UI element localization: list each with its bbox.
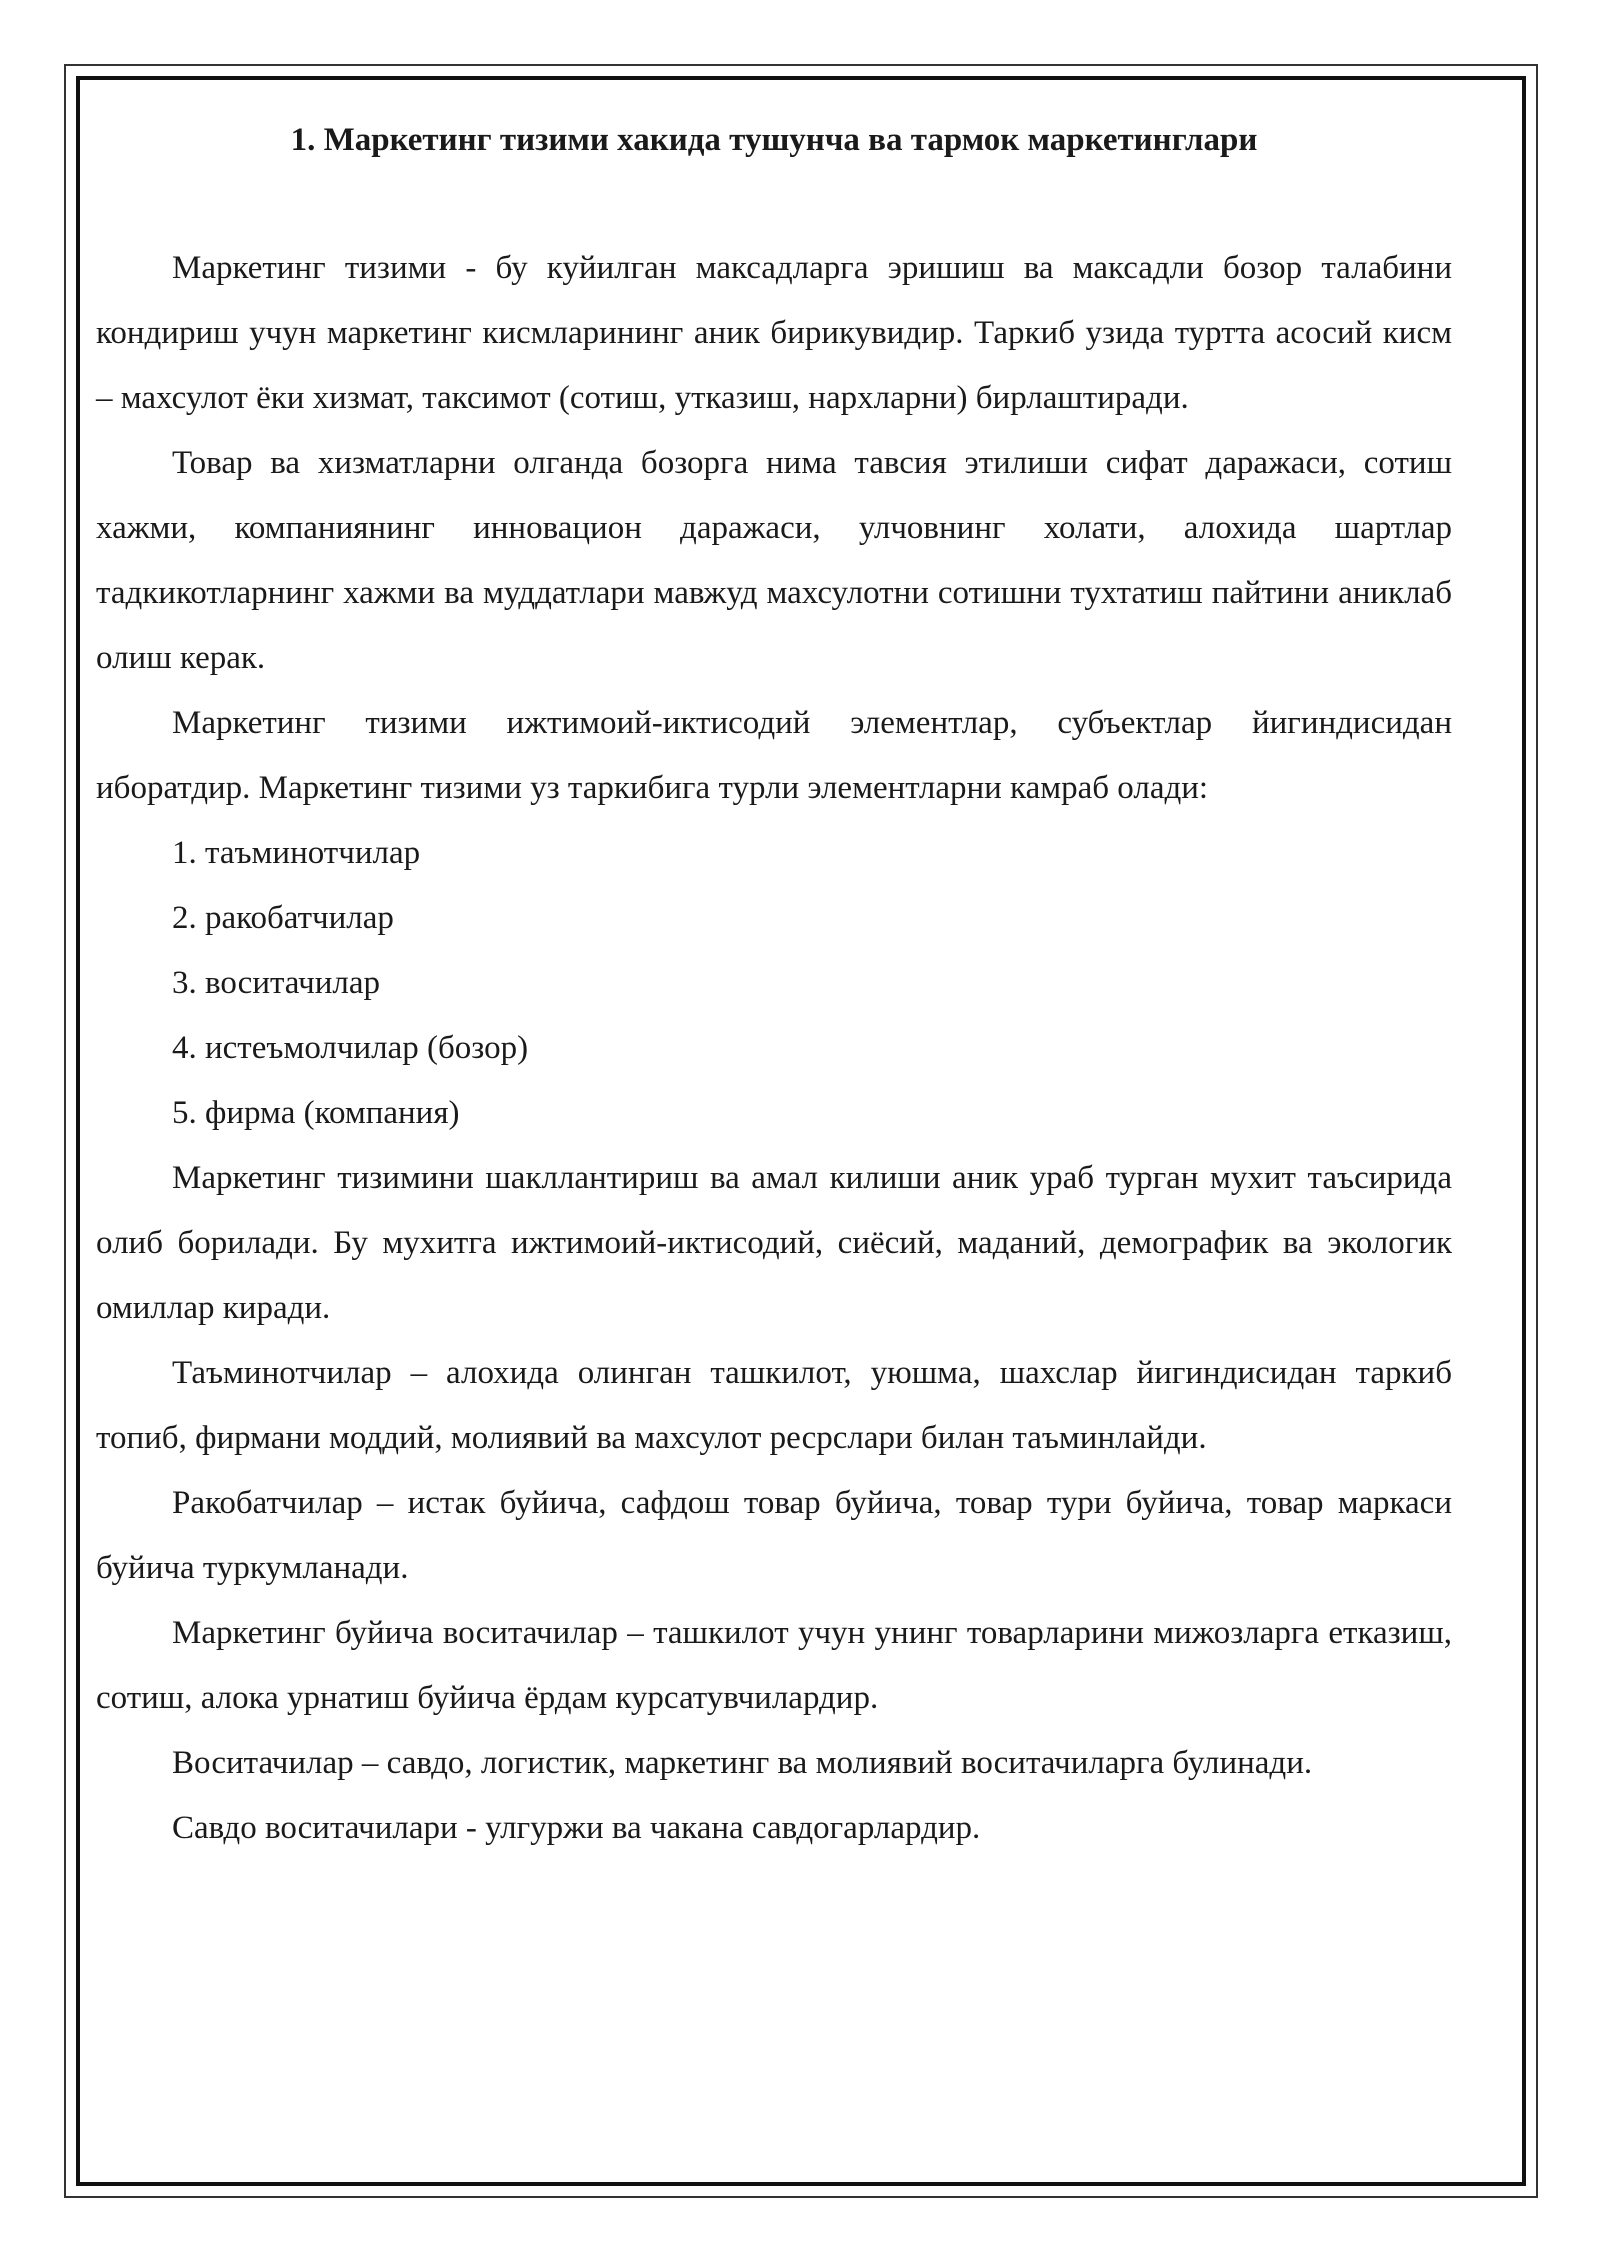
paragraph: Таъминотчилар – алохида олинган ташкилот, уюшма, шахслар йигиндисидан таркиб топиб, фирмани моддий, молиявий ва махсулот ресрслари билан таъминлайди.	[96, 1355, 1452, 1456]
paragraph: Маркетинг тизими ижтимоий-иктисодий элементлар, субъектлар йигиндисидан иборатдир. Маркетинг тизими уз таркибига турли элементларни камраб олади:	[96, 705, 1452, 806]
list-item: 4. истеъмолчилар (бозор)	[172, 1030, 529, 1066]
section-title: 1. Маркетинг тизими хакида тушунча ва тармок маркетинглари	[290, 122, 1258, 158]
elements-list	[96, 821, 1452, 1146]
list-item: 2. ракобатчилар	[172, 900, 394, 936]
paragraph: Ракобатчилар – истак буйича, сафдош товар буйича, товар тури буйича, товар маркаси буйича туркумланади.	[96, 1485, 1452, 1586]
paragraph: Воситачилар – савдо, логистик, маркетинг ва молиявий воситачиларга булинади.	[172, 1745, 1313, 1781]
paragraph: Товар ва хизматларни олганда бозорга нима тавсия этилиши сифат даражаси, сотиш хажми, компаниянинг инновацион даражаси, улчовнинг холати, алохида шартлар тадкикотларнинг хажми ва муддатлари мавжуд махсулотни сотишни тухтатиш пайтини аниклаб олиш керак.	[96, 445, 1452, 676]
list-item: 3. воситачилар	[172, 965, 381, 1001]
list-item: 1. таъминотчилар	[172, 835, 421, 871]
body-text	[96, 236, 1452, 1861]
document-body	[96, 100, 1452, 1861]
paragraph: Маркетинг тизимини шакллантириш ва амал килиши аник ураб турган мухит таъсирида олиб борилади. Бу мухитга ижтимоий-иктисодий, сиёсий, маданий, демографик ва экологик омиллар киради.	[96, 1160, 1452, 1326]
paragraph: Маркетинг буйича воситачилар – ташкилот учун унинг товарларини мижозларга етказиш, сотиш, алока урнатиш буйича ёрдам курсатувчилардир.	[96, 1615, 1452, 1716]
paragraph: Савдо воситачилари - улгуржи ва чакана савдогарлардир.	[172, 1810, 981, 1846]
paragraph: Маркетинг тизими - бу куйилган максадларга эришиш ва максадли бозор талабини кондириш учун маркетинг кисмларининг аник бирикувидир. Таркиб узида туртта асосий кисм – махсулот ёки хизмат, таксимот (сотиш, утказиш, нархларни) бирлаштиради.	[96, 250, 1452, 416]
list-item: 5. фирма (компания)	[172, 1095, 460, 1131]
